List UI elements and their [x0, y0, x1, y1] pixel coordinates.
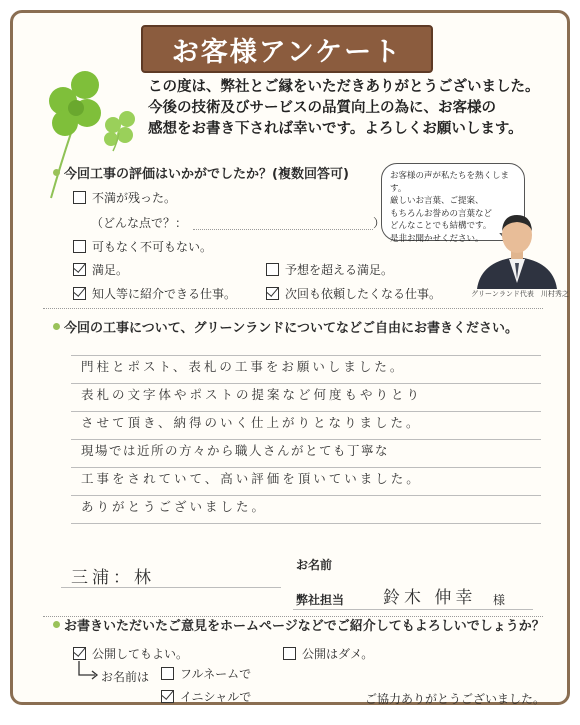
- q1-option-recommendable[interactable]: [73, 285, 236, 302]
- checkbox-checked[interactable]: [73, 263, 86, 276]
- bubble-line: 是非お聞かせください。: [390, 233, 484, 244]
- answer-line: 門柱とポスト、表札の工事をお願いしました。: [81, 359, 406, 374]
- q1-option-label: 次回も依頼したくなる仕事。: [285, 287, 442, 301]
- writing-line: [71, 355, 541, 356]
- honorific: 様: [493, 593, 506, 607]
- bubble-line: 厳しいお言葉、ご提案、: [390, 196, 484, 206]
- answer-line: 現場では近所の方々から職人さんがとても丁寧な: [81, 443, 390, 458]
- q1-option-label: 不満が残った。: [92, 191, 177, 205]
- staff-line: [293, 609, 533, 610]
- q1-detail-open: （どんな点で？：: [91, 216, 188, 230]
- bullet-icon: [53, 621, 60, 628]
- writing-line: [71, 411, 541, 412]
- checkbox[interactable]: [161, 667, 174, 680]
- checkbox[interactable]: [266, 263, 279, 276]
- section-divider: [43, 308, 543, 309]
- writing-line: [71, 383, 541, 384]
- thanks-text: ご協力ありがとうございました。: [365, 692, 546, 706]
- q1-option-beyond-expectation[interactable]: [266, 261, 393, 278]
- checkbox-checked[interactable]: [266, 287, 279, 300]
- checkbox[interactable]: [73, 240, 86, 253]
- intro-line: 今後の技術及びサービスの品質向上の為に、お客様の: [148, 100, 496, 116]
- representative-photo: [471, 203, 563, 289]
- bullet-icon: [53, 323, 60, 330]
- q3-name-initials[interactable]: [161, 688, 251, 705]
- q3-name-option-label: フルネームで: [180, 667, 252, 681]
- checkbox-checked[interactable]: [161, 690, 174, 703]
- q1-heading-text: 今回工事の評価はいかがでしたか？(複数回答可): [64, 167, 349, 182]
- representative-caption: グリーンランド代表 川村秀之: [471, 290, 569, 298]
- q1-option-repeat[interactable]: [266, 285, 441, 302]
- q1-option-satisfied[interactable]: [73, 261, 128, 278]
- q3-heading-text: お書きいただいたご意見をホームページなどでご紹介してもよろしいでしょうか？: [64, 619, 545, 634]
- q1-detail-close: ）: [373, 216, 386, 230]
- name-label: お名前: [296, 558, 333, 572]
- writing-line: [71, 467, 541, 468]
- checkbox-checked[interactable]: [73, 287, 86, 300]
- q1-heading: [53, 163, 349, 182]
- staff-label: 弊社担当: [296, 593, 345, 607]
- bubble-line: もちろんお誉めの言葉など: [390, 208, 493, 219]
- writing-line: [71, 439, 541, 440]
- bubble-line: どんなことでも結構です。: [390, 221, 492, 231]
- answer-line: 工事をされていて、高い評価を頂いていました。: [81, 471, 422, 486]
- clover-icon: [41, 63, 151, 203]
- q3-name-fullname[interactable]: [161, 665, 251, 682]
- checkbox[interactable]: [283, 647, 296, 660]
- bullet-icon: [53, 169, 60, 176]
- checkbox-checked[interactable]: [73, 647, 86, 660]
- q3-heading: [53, 615, 545, 634]
- q3-option-label: 公開はダメ。: [302, 647, 374, 661]
- arrow-right-icon: [77, 661, 101, 683]
- page-title: お客様アンケート: [171, 36, 403, 68]
- q1-option-dissatisfied[interactable]: [73, 189, 176, 206]
- intro-line: この度は、弊社とご縁をいただきありがとうございました。: [148, 79, 540, 95]
- answer-line: させて頂き、納得のいく仕上がりとなりました。: [81, 415, 422, 430]
- name-format-prefix: お名前は: [101, 670, 150, 684]
- answer-line: ありがとうございました。: [81, 499, 268, 514]
- customer-handwritten-name: 三浦：林: [71, 568, 155, 588]
- q1-option-neutral[interactable]: [73, 238, 212, 255]
- q1-detail-line: [193, 229, 373, 230]
- answer-line: 表札の文字体やポストの提案など何度もやりとり: [81, 387, 423, 402]
- checkbox[interactable]: [73, 191, 86, 204]
- q1-option-label: 知人等に紹介できる仕事。: [92, 287, 237, 301]
- q3-option-no-publish[interactable]: [283, 645, 373, 662]
- intro-text: [148, 77, 568, 140]
- intro-line: 感想をお書き下されば幸いです。よろしくお願いします。: [148, 121, 523, 137]
- q1-option-label: 満足。: [92, 263, 129, 277]
- q3-option-publish[interactable]: [73, 645, 188, 662]
- q1-option-label: 予想を超える満足。: [285, 263, 394, 277]
- q2-heading: [53, 317, 518, 336]
- q3-name-option-label: イニシャルで: [180, 690, 252, 704]
- writing-line: [71, 495, 541, 496]
- bubble-line: お客様の声が私たちを熱くします。: [390, 171, 510, 194]
- survey-sheet: [10, 10, 570, 705]
- q2-heading-text: 今回の工事について、グリーンランドについてなどご自由にお書きください。: [64, 321, 518, 336]
- name-line: [61, 587, 281, 588]
- title-banner: [141, 25, 433, 73]
- staff-name: 鈴木 伸幸: [383, 588, 477, 608]
- q3-option-label: 公開してもよい。: [92, 647, 189, 661]
- q1-option-label: 可もなく不可もない。: [92, 240, 213, 254]
- writing-line: [71, 523, 541, 524]
